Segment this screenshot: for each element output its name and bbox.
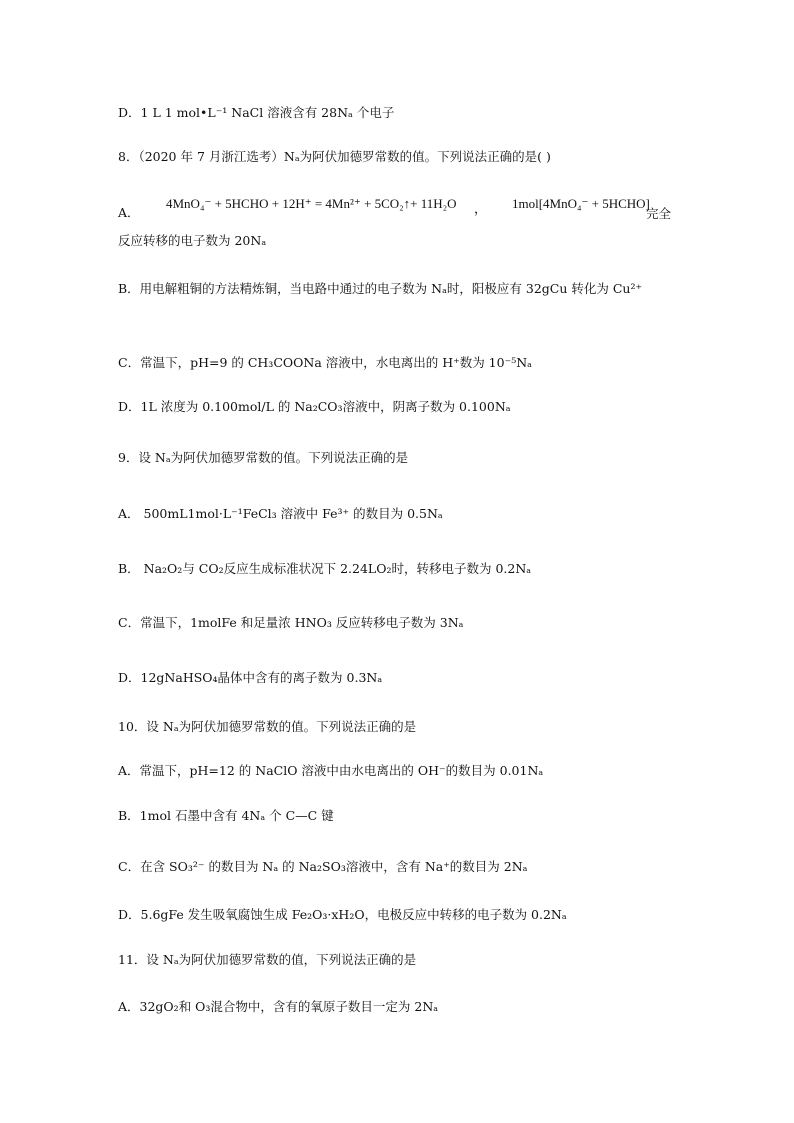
- option-d-q7: D．1 L 1 mol•L⁻¹ NaCl 溶液含有 28Nₐ 个电子: [118, 105, 395, 120]
- option-c-q8: C．常温下，pH=9 的 CH₃COONa 溶液中，水电离出的 H⁺数为 10⁻⁵Nₐ: [118, 355, 532, 370]
- question-9-stem: 9．设 Nₐ为阿伏加德罗常数的值。下列说法正确的是: [118, 450, 409, 465]
- option-a-q8-cont: 反应转移的电子数为 20Nₐ: [118, 233, 267, 248]
- option-d-q10: D．5.6gFe 发生吸氧腐蚀生成 Fe₂O₃·xH₂O，电极反应中转移的电子数为 0.2Nₐ: [118, 907, 567, 922]
- option-b-q8: B．用电解粗铜的方法精炼铜，当电路中通过的电子数为 Nₐ时，阳极应有 32gCu 转化为 Cu²⁺: [118, 281, 643, 296]
- question-8-stem: 8．（2020 年 7 月浙江选考）Nₐ为阿伏加德罗常数的值。下列说法正确的是( ): [118, 149, 551, 164]
- option-a-q9: A． 500mL1mol·L⁻¹FeCl₃ 溶液中 Fe³⁺ 的数目为 0.5Nₐ: [118, 506, 443, 521]
- option-a-q8-label: A．: [118, 205, 140, 220]
- option-a-q11: A．32gO₂和 O₃混合物中，含有的氧原子数目一定为 2Nₐ: [118, 999, 439, 1014]
- equation-comma: ，: [474, 201, 488, 216]
- option-b-q10: B．1mol 石墨中含有 4Nₐ 个 C—C 键: [118, 808, 334, 823]
- equation-mol-unit: 1mol[4MnO₄⁻ + 5HCHO]: [512, 196, 650, 211]
- option-a-q10: A．常温下，pH=12 的 NaClO 溶液中由水电离出的 OH⁻的数目为 0.01Nₐ: [118, 763, 544, 778]
- equation-redox: 4MnO₄⁻ + 5HCHO + 12H⁺ = 4Mn²⁺ + 5CO₂↑+ 11H₂O: [166, 196, 457, 211]
- option-b-q9: B． Na₂O₂与 CO₂反应生成标准状况下 2.24LO₂时，转移电子数为 0.2Nₐ: [118, 561, 532, 576]
- option-a-q8-tail: 完全: [646, 206, 672, 221]
- option-d-q8: D．1L 浓度为 0.100mol/L 的 Na₂CO₃溶液中，阴离子数为 0.100Nₐ: [118, 399, 511, 414]
- option-c-q10: C．在含 SO₃²⁻ 的数目为 Nₐ 的 Na₂SO₃溶液中，含有 Na⁺的数目为 2Nₐ: [118, 859, 528, 874]
- question-10-stem: 10．设 Nₐ为阿伏加德罗常数的值。下列说法正确的是: [118, 719, 417, 734]
- question-11-stem: 11．设 Nₐ为阿伏加德罗常数的值，下列说法正确的是: [118, 952, 417, 967]
- option-c-q9: C．常温下，1molFe 和足量浓 HNO₃ 反应转移电子数为 3Nₐ: [118, 615, 464, 630]
- option-d-q9: D．12gNaHSO₄晶体中含有的离子数为 0.3Nₐ: [118, 670, 383, 685]
